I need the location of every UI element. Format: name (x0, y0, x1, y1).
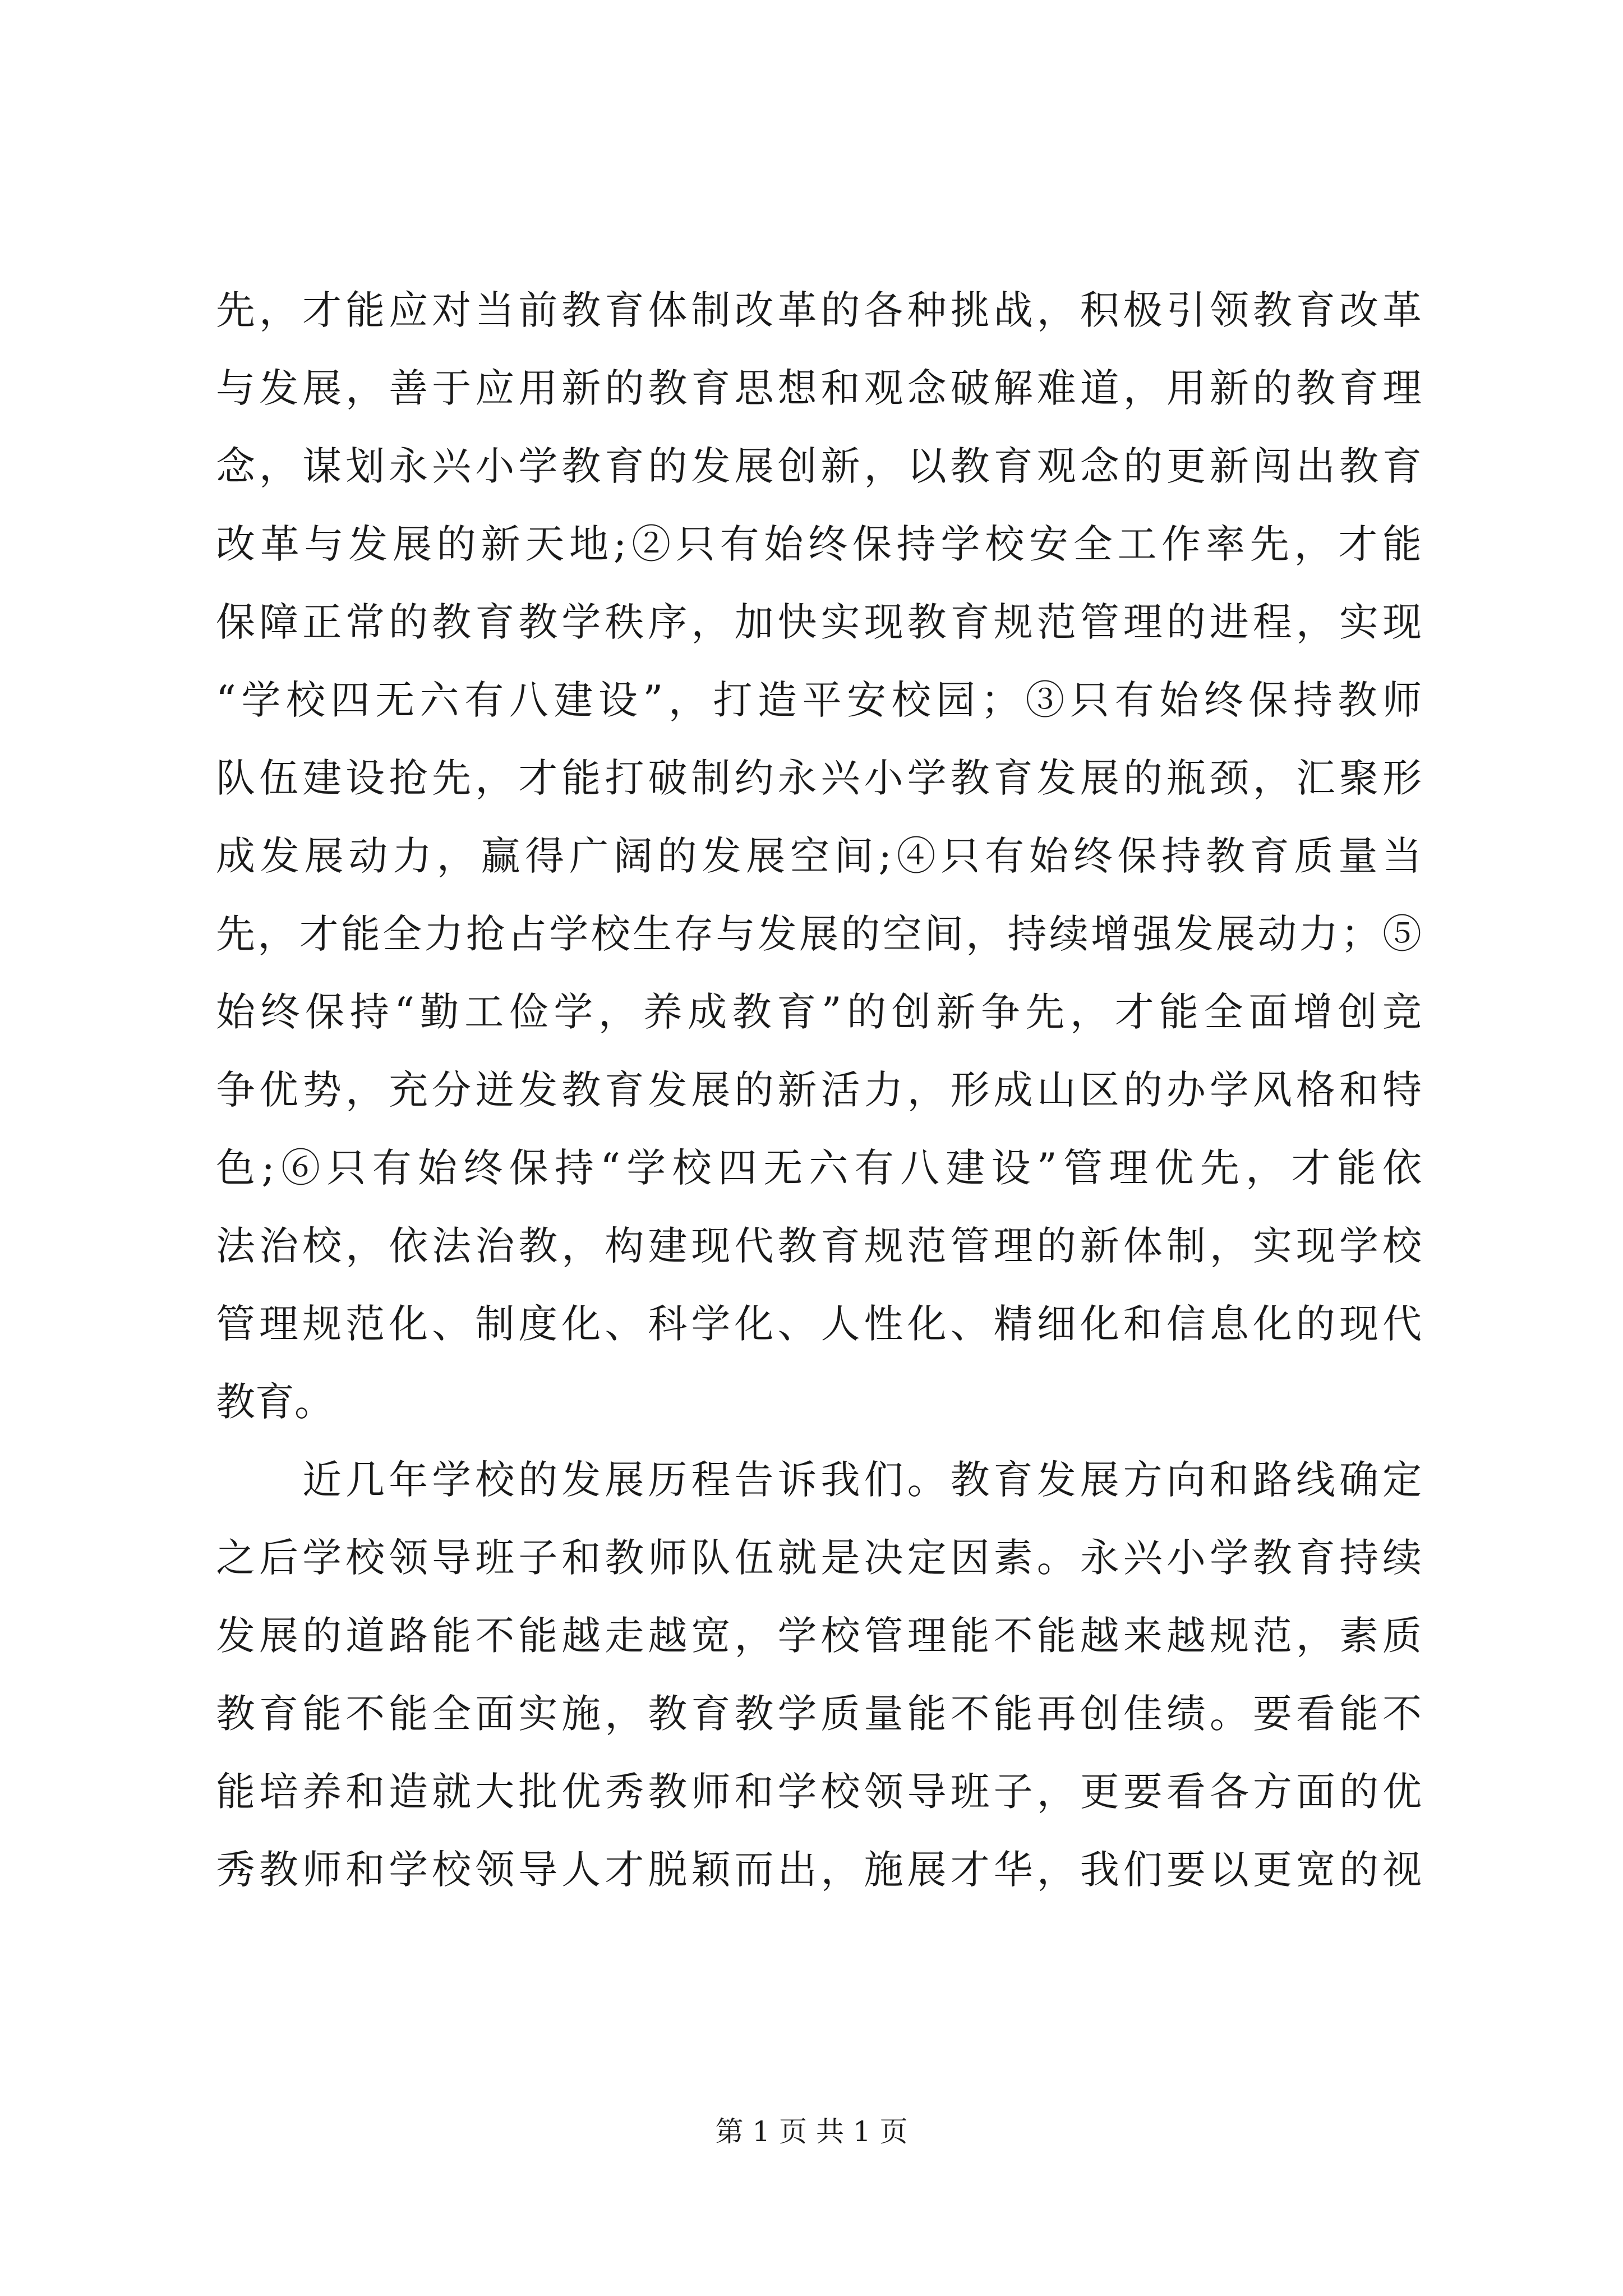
page-footer (0, 2112, 1623, 2151)
text-line: 争优势，充分迸发教育发展的新活力，形成山区的办学风格和特 (216, 1067, 1422, 1113)
text-line: 先，才能全力抢占学校生存与发展的空间，持续增强发展动力；⑤ (216, 911, 1422, 957)
page-number-label: 第 1 页 共 1 页 (715, 2115, 908, 2148)
text-line: 念，谋划永兴小学教育的发展创新，以教育观念的更新闯出教育 (216, 443, 1422, 489)
text-line: 发展的道路能不能越走越宽，学校管理能不能越来越规范，素质 (216, 1613, 1422, 1659)
text-line: 之后学校领导班子和教师队伍就是决定因素。永兴小学教育持续 (216, 1535, 1422, 1581)
text-line: 秀教师和学校领导人才脱颖而出，施展才华，我们要以更宽的视 (216, 1847, 1422, 1893)
text-line: 近几年学校的发展历程告诉我们。教育发展方向和路线确定 (216, 1457, 1422, 1503)
text-line: 队伍建设抢先，才能打破制约永兴小学教育发展的瓶颈，汇聚形 (216, 755, 1422, 801)
text-line: 先，才能应对当前教育体制改革的各种挑战，积极引领教育改革 (216, 287, 1422, 333)
text-line: 法治校，依法治教，构建现代教育规范管理的新体制，实现学校 (216, 1223, 1422, 1269)
text-line: 成发展动力，赢得广阔的发展空间;④只有始终保持教育质量当 (216, 833, 1422, 879)
document-body (216, 272, 1422, 1909)
text-line: 始终保持“勤工俭学，养成教育”的创新争先，才能全面增创竞 (216, 989, 1422, 1035)
text-line: 与发展，善于应用新的教育思想和观念破解难道，用新的教育理 (216, 365, 1422, 411)
text-line: 改革与发展的新天地;②只有始终保持学校安全工作率先，才能 (216, 521, 1422, 567)
text-line: 管理规范化、制度化、科学化、人性化、精细化和信息化的现代 (216, 1301, 1422, 1347)
text-line: “学校四无六有八建设”，打造平安校园；③只有始终保持教师 (216, 677, 1422, 723)
text-line: 保障正常的教育教学秩序，加快实现教育规范管理的进程，实现 (216, 599, 1422, 645)
text-line: 教育能不能全面实施，教育教学质量能不能再创佳绩。要看能不 (216, 1691, 1422, 1737)
text-line: 能培养和造就大批优秀教师和学校领导班子，更要看各方面的优 (216, 1769, 1422, 1815)
text-line: 色;⑥只有始终保持“学校四无六有八建设”管理优先，才能依 (216, 1145, 1422, 1191)
text-line: 教育。 (216, 1379, 334, 1425)
